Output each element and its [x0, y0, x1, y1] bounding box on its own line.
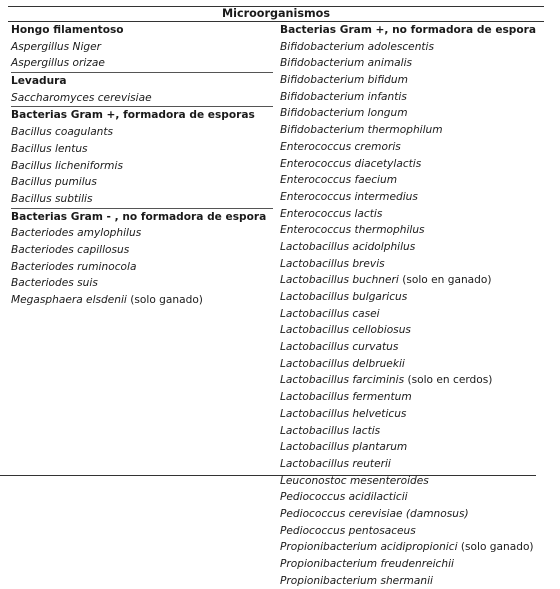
species-name: Bifidobacterium bifidum: [280, 74, 408, 87]
species-name: Bacillus lentus: [11, 142, 88, 155]
group-header-label: Hongo filamentoso: [11, 24, 124, 36]
species-name: Bifidobacterium thermophilum: [280, 124, 443, 137]
group-header: [11, 107, 273, 124]
species-item: [11, 141, 273, 158]
species-item: [11, 275, 273, 292]
species-item: [280, 55, 544, 72]
species-name: Megasphaera elsdenii: [11, 294, 127, 306]
species-name: Lactobacillus fermentum: [280, 391, 412, 404]
species-item: [280, 339, 544, 356]
species-item: [280, 489, 544, 506]
group-header-label: Bacterias Gram - , no formadora de espora: [11, 210, 267, 223]
species-item: [280, 206, 544, 223]
species-name: Enterococcus intermedius: [280, 190, 418, 203]
species-note: (solo ganado): [126, 294, 203, 306]
species-item: [280, 439, 544, 456]
species-item: [280, 389, 544, 406]
species-name: Enterococcus lactis: [280, 207, 383, 220]
species-name: Aspergillus orizae: [11, 57, 105, 70]
species-name: Saccharomyces cerevisiae: [11, 91, 152, 104]
species-name: Bacillus licheniformis: [11, 159, 123, 172]
species-name: Bacillus subtilis: [11, 192, 93, 205]
species-name: Enterococcus diacetylactis: [280, 157, 422, 170]
species-note: (solo en ganado): [398, 274, 492, 287]
species-name: Lactobacillus buchneri: [280, 274, 399, 287]
species-item: [280, 89, 544, 106]
species-item: [280, 122, 544, 139]
species-item: [280, 156, 544, 173]
species-item: [280, 72, 544, 89]
group-header-label: Bacterias Gram +, no formadora de espora: [280, 24, 537, 36]
species-item: [280, 239, 544, 256]
species-name: Pediococcus pentosaceus: [280, 524, 416, 537]
species-name: Lactobacillus farciminis: [280, 374, 405, 387]
group-header-label: Bacterias Gram +, formadora de esporas: [11, 109, 255, 122]
species-name: Lactobacillus casei: [280, 307, 380, 320]
species-item: [280, 39, 544, 56]
species-item: [280, 189, 544, 206]
species-item: [11, 225, 273, 242]
group-header: [11, 73, 273, 90]
species-name: Lactobacillus delbruekii: [280, 357, 405, 370]
species-name: Bacteriodes suis: [11, 277, 98, 290]
species-name: Lactobacillus brevis: [280, 257, 385, 270]
species-item: [11, 191, 273, 209]
species-item: [280, 456, 544, 473]
species-item: [280, 372, 544, 389]
species-name: Leuconostoc mesenteroides: [280, 474, 429, 487]
species-name: Enterococcus cremoris: [280, 140, 401, 153]
species-item: [280, 573, 544, 589]
species-name: Lactobacillus cellobiosus: [280, 324, 411, 337]
species-name: Aspergillus Niger: [11, 40, 101, 53]
microorganisms-table: [8, 6, 544, 587]
species-item: [280, 105, 544, 122]
species-item: [280, 523, 544, 540]
species-item: [280, 539, 544, 556]
species-item: [280, 406, 544, 423]
species-item: [11, 39, 273, 56]
species-name: Enterococcus faecium: [280, 174, 398, 187]
species-note: (solo ganado): [457, 541, 534, 554]
species-name: Propionibacterium acidipropionici: [280, 541, 458, 554]
species-item: [11, 174, 273, 191]
species-item: [280, 222, 544, 239]
species-name: Lactobacillus acidolphilus: [280, 240, 416, 253]
species-name: Propionibacterium freudenreichii: [280, 558, 454, 570]
species-item: [280, 289, 544, 306]
species-name: Bifidobacterium longum: [280, 107, 408, 120]
species-name: Bifidobacterium animalis: [280, 57, 413, 70]
species-item: [280, 306, 544, 323]
group-header-label: Levadura: [11, 75, 67, 88]
species-name: Lactobacillus lactis: [280, 424, 381, 437]
species-name: Lactobacillus bulgaricus: [280, 291, 408, 303]
species-name: Bacteriodes amylophilus: [11, 227, 142, 240]
species-name: Propionibacterium shermanii: [280, 574, 433, 587]
species-item: [280, 139, 544, 156]
species-name: Bacteriodes ruminocola: [11, 260, 137, 273]
table-bottom-rule: [0, 475, 536, 476]
species-item: [280, 423, 544, 440]
species-name: Bacillus pumilus: [11, 176, 97, 189]
species-item: [11, 242, 273, 259]
species-name: Bifidobacterium infantis: [280, 90, 407, 103]
species-note: (solo en cerdos): [404, 374, 493, 387]
species-name: Bacillus coagulants: [11, 126, 114, 139]
species-item: [11, 55, 273, 73]
species-item: [11, 292, 273, 309]
species-name: Lactobacillus plantarum: [280, 441, 408, 454]
species-name: Pediococcus cerevisiae (damnosus): [280, 507, 469, 520]
species-item: [280, 256, 544, 273]
left-column: [11, 22, 273, 309]
table-caption: Microorganismos: [8, 6, 544, 22]
species-name: Enterococcus thermophilus: [280, 224, 425, 237]
species-item: [280, 272, 544, 289]
species-item: [11, 259, 273, 276]
group-header: [11, 22, 273, 39]
species-item: [11, 158, 273, 175]
species-item: [280, 356, 544, 373]
species-item: [280, 172, 544, 189]
species-item: [11, 124, 273, 141]
species-name: Bacteriodes capillosus: [11, 243, 130, 256]
species-item: [280, 322, 544, 339]
species-name: Pediococcus acidilacticii: [280, 491, 408, 504]
group-header: [11, 209, 273, 226]
species-item: [11, 90, 273, 108]
species-name: Lactobacillus helveticus: [280, 407, 407, 420]
right-column: [280, 22, 544, 589]
species-item: [280, 506, 544, 523]
species-name: Lactobacillus curvatus: [280, 341, 399, 354]
group-header: [280, 22, 544, 39]
species-item: [280, 556, 544, 573]
species-name: Lactobacillus reuterii: [280, 457, 391, 470]
species-name: Bifidobacterium adolescentis: [280, 40, 435, 53]
